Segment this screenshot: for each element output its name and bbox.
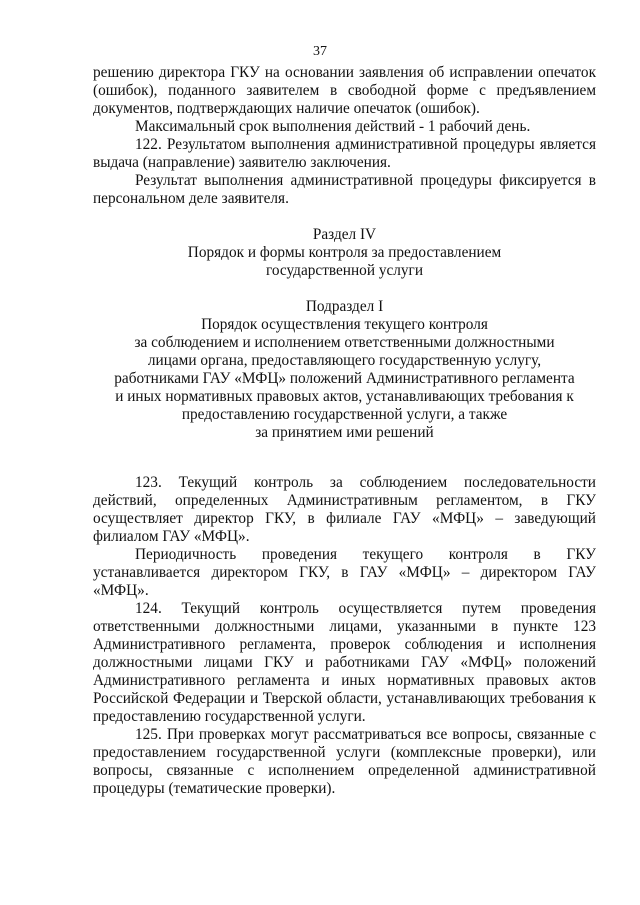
subsection-heading-line: и иных нормативных правовых актов, устанавливающих требования к [115, 388, 574, 405]
paragraph: Максимальный срок выполнения действий - 1 рабочий день. [135, 118, 531, 135]
section-title: Раздел IV [312, 226, 377, 243]
paragraph-continuation: решению директора ГКУ на основании заявления об исправлении опечаток (ошибок), поданного заявителем в свободной форме с предъявлением документов, подтверждающих наличие опечаток (ошибок). [93, 64, 596, 117]
paragraph: Периодичность проведения текущего контроля в ГКУ устанавливается директором ГКУ, в ГАУ «МФЦ» – директором ГАУ «МФЦ». [93, 546, 596, 599]
paragraph-123: 123. Текущий контроль за соблюдением последовательности действий, определенных Административным регламентом, в ГКУ осуществляет директор ГКУ, в филиале ГАУ «МФЦ» – заведующий филиалом ГАУ «МФЦ». [93, 474, 596, 545]
page-number: 37 [313, 44, 327, 59]
subsection-title: Подраздел I [305, 298, 384, 315]
subsection-heading-line: за соблюдением и исполнением ответственными должностными [134, 334, 555, 351]
section-heading-line: государственной услуги [265, 262, 424, 279]
paragraph: Результат выполнения административной процедуры фиксируется в персональном деле заявителя. [93, 172, 596, 207]
subsection-heading-line: за принятием ими решений [255, 424, 434, 441]
paragraph-125: 125. При проверках могут рассматриваться все вопросы, связанные с предоставлением государственной услуги (комплексные проверки), или вопросы, связанные с исполнением определенной административной процедуры (тематические проверки). [93, 726, 596, 797]
subsection-heading-line: Порядок осуществления текущего контроля [201, 316, 488, 333]
subsection-heading-line: предоставлению государственной услуги, а также [181, 406, 508, 423]
subsection-heading-line: лицами органа, предоставляющего государственную услугу, [147, 352, 542, 369]
document-body [93, 64, 596, 798]
paragraph-122: 122. Результатом выполнения административной процедуры является выдача (направление) заявителю заключения. [93, 136, 596, 171]
section-heading-line: Порядок и формы контроля за предоставлением [187, 244, 502, 261]
paragraph-124: 124. Текущий контроль осуществляется путем проведения ответственными должностными лицами, указанными в пункте 123 Административного регламента, проверок соблюдения и исполнения должностными лицами ГКУ и работниками ГАУ «МФЦ» положений Административного регламента и иных нормативных правовых актов Российской Федерации и Тверской области, устанавливающих требования к предоставлению государственной услуги. [93, 600, 596, 725]
subsection-heading-line: работниками ГАУ «МФЦ» положений Административного регламента [114, 370, 575, 387]
